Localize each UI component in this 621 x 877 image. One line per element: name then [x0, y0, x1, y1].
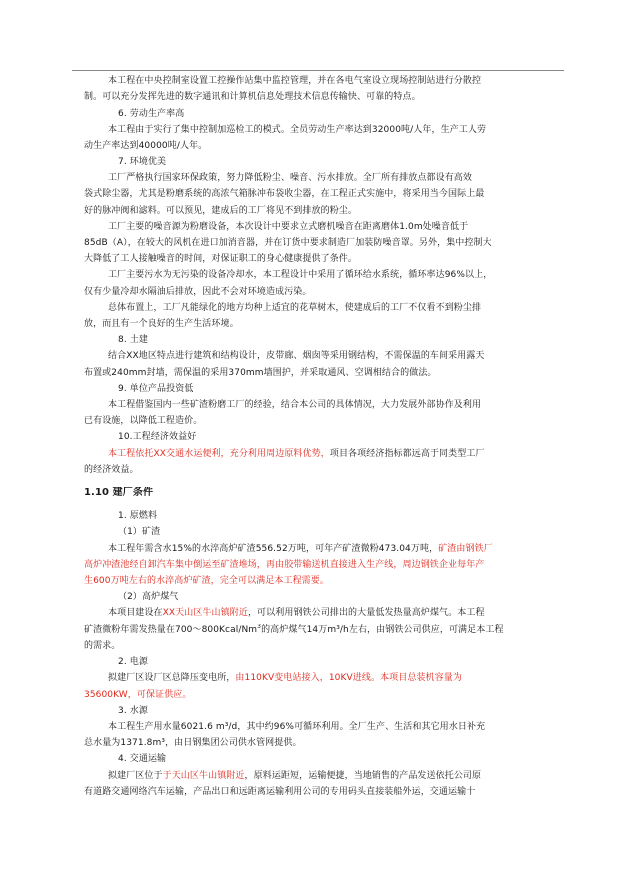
chapter-heading: 1.10 建厂条件	[84, 487, 154, 498]
text-line: 本工程在中央控制室设置工控操作站集中监控管理，并在各电气室设立现场控制站进行分散控	[108, 76, 482, 86]
text-line: 结合XX地区特点进行建筑和结构设计，皮带廊、烟囱等采用钢结构，不需保温的车间采用露天	[108, 351, 485, 361]
text-line	[84, 689, 564, 701]
text-line: 仅有少量冷却水隔油后排放，因此不会对环境造成污染。	[84, 287, 312, 297]
text-line	[84, 624, 564, 636]
text-line	[108, 543, 564, 555]
text-span: 本工程年需含水15%的水淬高炉矿渣556.52万吨，可年产矿渣微粉473.04万吨，	[108, 544, 439, 554]
text-line: 的经济效益。	[84, 465, 139, 475]
highlight-text: 矿渣由钢铁厂	[438, 544, 493, 554]
text-line: 制。可以充分发挥先进的数字通讯和计算机信息处理技术信息传输快、可靠的特点。	[84, 92, 421, 102]
highlight-text: 生600万吨左右的水淬高炉矿渣，完全可以满足本工程需要。	[84, 576, 329, 586]
highlight-text: 本工程依托XX交通水运便利，充分利用周边原料优势，	[108, 449, 330, 459]
section-heading: 9. 单位产品投资低	[118, 384, 194, 394]
text-span: 拟建厂区位于	[108, 771, 163, 781]
text-line: 有道路交通网络汽车运输，产品出口和远距离运输利用公司的专用码头直接装船外运，交通运输十	[84, 787, 476, 797]
text-line: 总体布置上，工厂凡能绿化的地方均种上适宜的花草树木，使建成后的工厂不仅看不到粉尘排	[108, 303, 482, 313]
highlight-text: XX天山区牛山镇附近	[162, 608, 248, 618]
text-line: 工厂严格执行国家环保政策，努力降低粉尘、噪音、污水排放。全厂所有排放点都设有高效	[108, 173, 473, 183]
text-line	[84, 559, 564, 571]
text-line	[108, 448, 564, 460]
text-span: 矿渣微粉年需发热量在700～800Kcal/Nm	[84, 625, 258, 635]
text-line	[108, 672, 564, 684]
highlight-text: 于天山区牛山镇附近	[162, 771, 245, 781]
text-span: 项目各项经济指标都远高于同类型工厂	[329, 449, 485, 459]
text-line: 85dB（A），在较大的风机在进口加消音器，并在订货中要求制造厂加装防噪音罩。另外，集中控制大	[84, 238, 492, 248]
subsection-heading: （2）高炉煤气	[118, 592, 179, 602]
text-line: 袋式除尘器，尤其是粉磨系统的高浓气箱脉冲布袋收尘器，在工程正式实施中，将采用当今国际上最	[84, 189, 485, 199]
text-span: ，可以利用钢铁公司排出的大量低发热量高炉煤气。本工程	[247, 608, 485, 618]
text-line: 本工程生产用水量6021.6 m³/d，其中约96%可循环利用。全厂生产、生活和其它用水日补充	[108, 722, 486, 732]
text-line: 放，而且有一个良好的生产生活环境。	[84, 319, 239, 329]
text-line: 工厂主要的噪音源为粉磨设备，本次设计中要求立式磨机噪音在距离磨体1.0m处噪音低于	[108, 222, 469, 232]
section-heading: 1. 原燃料	[118, 511, 158, 521]
text-line: 的需求。	[84, 641, 121, 651]
header-rule	[72, 70, 564, 71]
text-line: 本工程由于实行了集中控制加巡检工的模式。全员劳动生产率达到32000吨/人年，生产工人劳	[108, 125, 487, 135]
section-heading: 4. 交通运输	[118, 754, 167, 764]
text-line: 本工程借鉴国内一些矿渣粉磨工厂的经验，结合本公司的具体情况，大力发展外部协作及利用	[108, 400, 482, 410]
text-span: 的高炉煤气14万m³/h左右，由钢铁公司供应，可满足本工程	[261, 625, 504, 635]
section-heading: 10.工程经济效益好	[118, 432, 197, 442]
section-heading: 3. 水源	[118, 706, 148, 716]
text-line: 动生产率达到40000吨/人年。	[84, 141, 208, 151]
text-line: 好的脉冲阀和滤料。可以预见，建成后的工厂将见不到排放的粉尘。	[84, 206, 358, 216]
superscript: 3	[257, 624, 262, 630]
text-line: 工厂主要污水为无污染的设备冷却水，本工程设计中采用了循环给水系统，循环率达96%以上，	[108, 270, 493, 280]
text-line: 总水量为1371.8m³，由日钢集团公司供水管网提供。	[84, 738, 302, 748]
highlight-text: 高炉冲渣池经自卸汽车集中倒运至矿渣堆场，再由胶带输送机直接进入生产线，周边钢铁企业每年产	[84, 560, 485, 570]
text-line: 布置或240mm封墙，需保温的采用370mm墙围护，并采取通风、空调相结合的做法。	[84, 368, 437, 378]
text-span: 本项目建设在	[108, 608, 163, 618]
text-line	[108, 607, 564, 619]
text-span: 拟建厂区设厂区总降压变电所，	[108, 673, 236, 683]
section-heading: 6. 劳动生产率高	[118, 109, 185, 119]
text-line	[84, 575, 564, 587]
subsection-heading: （1）矿渣	[118, 527, 161, 537]
section-heading: 8. 土建	[118, 335, 148, 345]
highlight-text: 35600KW，可保证供应。	[84, 690, 192, 700]
text-line: 大降低了工人接触噪音的时间，对保证职工的身心健康提供了条件。	[84, 254, 358, 264]
text-line: 已有设施，以降低工程造价。	[84, 416, 203, 426]
section-heading: 2. 电源	[118, 657, 148, 667]
highlight-text: 由110KV变电站接入，10KV进线。本项目总装机容量为	[235, 673, 462, 683]
text-line	[108, 770, 564, 782]
text-span: ，原料运距短，运输便捷，当地销售的产品发送依托公司原	[244, 771, 482, 781]
section-heading: 7. 环境优美	[118, 157, 167, 167]
